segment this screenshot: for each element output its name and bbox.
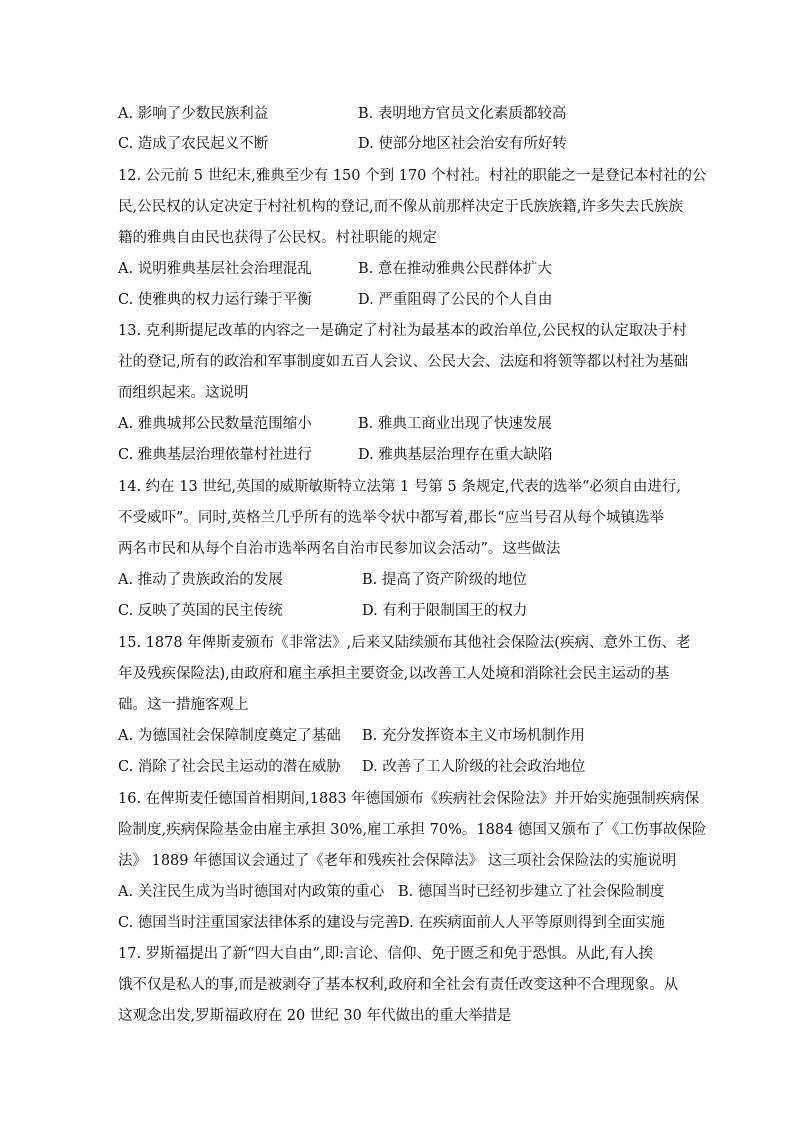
q11-option-c: C. 造成了农民起义不断 (118, 136, 269, 152)
q11-option-b: B. 表明地方官员文化素质都较高 (358, 106, 567, 122)
q13-option-c: C. 雅典基层治理依靠村社进行 (118, 447, 312, 463)
q16-option-a: A. 关注民生成为当时德国对内政策的重心 (118, 884, 385, 900)
q16-option-c: C. 德国当时注重国家法律体系的建设与完善 (118, 915, 399, 931)
q14-option-a: A. 推动了贵族政治的发展 (118, 572, 283, 588)
q12-stem-line-1: 12. 公元前 5 世纪末,雅典至少有 150 个到 170 个村社。村社的职能之一是登记本村社的公 (118, 168, 707, 184)
q16-stem-line-1: 16. 在俾斯麦任德国首相期间,1883 年德国颁布《疾病社会保险法》并开始实施强制疾病保 (118, 791, 700, 807)
q12-option-b: B. 意在推动雅典公民群体扩大 (358, 261, 552, 277)
q14-stem-line-1: 14. 约在 13 世纪,英国的威斯敏斯特立法第 1 号第 5 条规定,代表的选举“必须自由进行, (118, 479, 681, 495)
q13-stem-line-2: 社的登记,所有的政治和军事制度如五百人会议、公民大会、法庭和将领等都以村社为基础 (118, 354, 689, 370)
q17-stem-line-1: 17. 罗斯福提出了新“四大自由”,即:言论、信仰、免于匮乏和免于恐惧。从此,有人挨 (118, 946, 654, 962)
q15-option-a: A. 为德国社会保障制度奠定了基础 (118, 728, 341, 744)
q12-option-c: C. 使雅典的权力运行臻于平衡 (118, 292, 312, 308)
q14-option-d: D. 有利于限制国王的权力 (362, 603, 528, 619)
q14-option-b: B. 提高了资产阶级的地位 (362, 572, 527, 588)
q14-stem-line-2: 不受威吓”。同时,英格兰几乎所有的选举令状中都写着,郡长“应当号召从每个城镇选举 (118, 510, 665, 526)
q11-option-a: A. 影响了少数民族利益 (118, 106, 269, 122)
q16-stem-line-2: 险制度,疾病保险基金由雇主承担 30%,雇工承担 70%。1884 德国又颁布了《工伤事故保险 (118, 822, 707, 838)
q17-stem-line-2: 饿不仅是私人的事,而是被剥夺了基本权利,政府和全社会有责任改变这种不合理现象。从 (118, 977, 679, 993)
q13-stem-line-1: 13. 克利斯提尼改革的内容之一是确定了村社为最基本的政治单位,公民权的认定取决于村 (118, 323, 687, 339)
q14-option-c: C. 反映了英国的民主传统 (118, 603, 283, 619)
q12-stem-line-3: 籍的雅典自由民也获得了公民权。村社职能的规定 (118, 230, 437, 246)
q13-option-b: B. 雅典工商业出现了快速发展 (358, 416, 552, 432)
q16-option-d: D. 在疾病面前人人平等原则得到全面实施 (398, 915, 665, 931)
q15-option-b: B. 充分发挥资本主义市场机制作用 (362, 728, 585, 744)
q15-stem-line-1: 15. 1878 年俾斯麦颁布《非常法》,后来又陆续颁布其他社会保险法(疾病、意外工伤、老 (118, 635, 691, 651)
q17-stem-line-3: 这观念出发,罗斯福政府在 20 世纪 30 年代做出的重大举措是 (118, 1008, 512, 1024)
q13-option-a: A. 雅典城邦公民数量范围缩小 (118, 416, 312, 432)
q12-option-d: D. 严重阻碍了公民的个人自由 (358, 292, 553, 308)
q15-option-d: D. 改善了工人阶级的社会政治地位 (362, 759, 586, 775)
q11-option-d: D. 使部分地区社会治安有所好转 (358, 136, 567, 152)
q12-option-a: A. 说明雅典基层社会治理混乱 (118, 261, 312, 277)
q13-option-d: D. 雅典基层治理存在重大缺陷 (358, 447, 553, 463)
q15-stem-line-2: 年及残疾保险法),由政府和雇主承担主要资金,以改善工人处境和消除社会民主运动的基 (118, 666, 670, 682)
q16-option-b: B. 德国当时已经初步建立了社会保险制度 (398, 884, 665, 900)
q12-stem-line-2: 民,公民权的认定决定于村社机构的登记,而不像从前那样决定于氏族族籍,许多失去氏族族 (118, 199, 683, 215)
q13-stem-line-3: 而组织起来。这说明 (118, 385, 249, 401)
q15-stem-line-3: 础。这一措施客观上 (118, 697, 249, 713)
q14-stem-line-3: 两名市民和从每个自治市选举两名自治市民参加议会活动”。这些做法 (118, 541, 561, 557)
q16-stem-line-3: 法》 1889 年德国议会通过了《老年和残疾社会保障法》 这三项社会保险法的实施说明 (118, 853, 677, 869)
q15-option-c: C. 消除了社会民主运动的潜在威胁 (118, 759, 341, 775)
